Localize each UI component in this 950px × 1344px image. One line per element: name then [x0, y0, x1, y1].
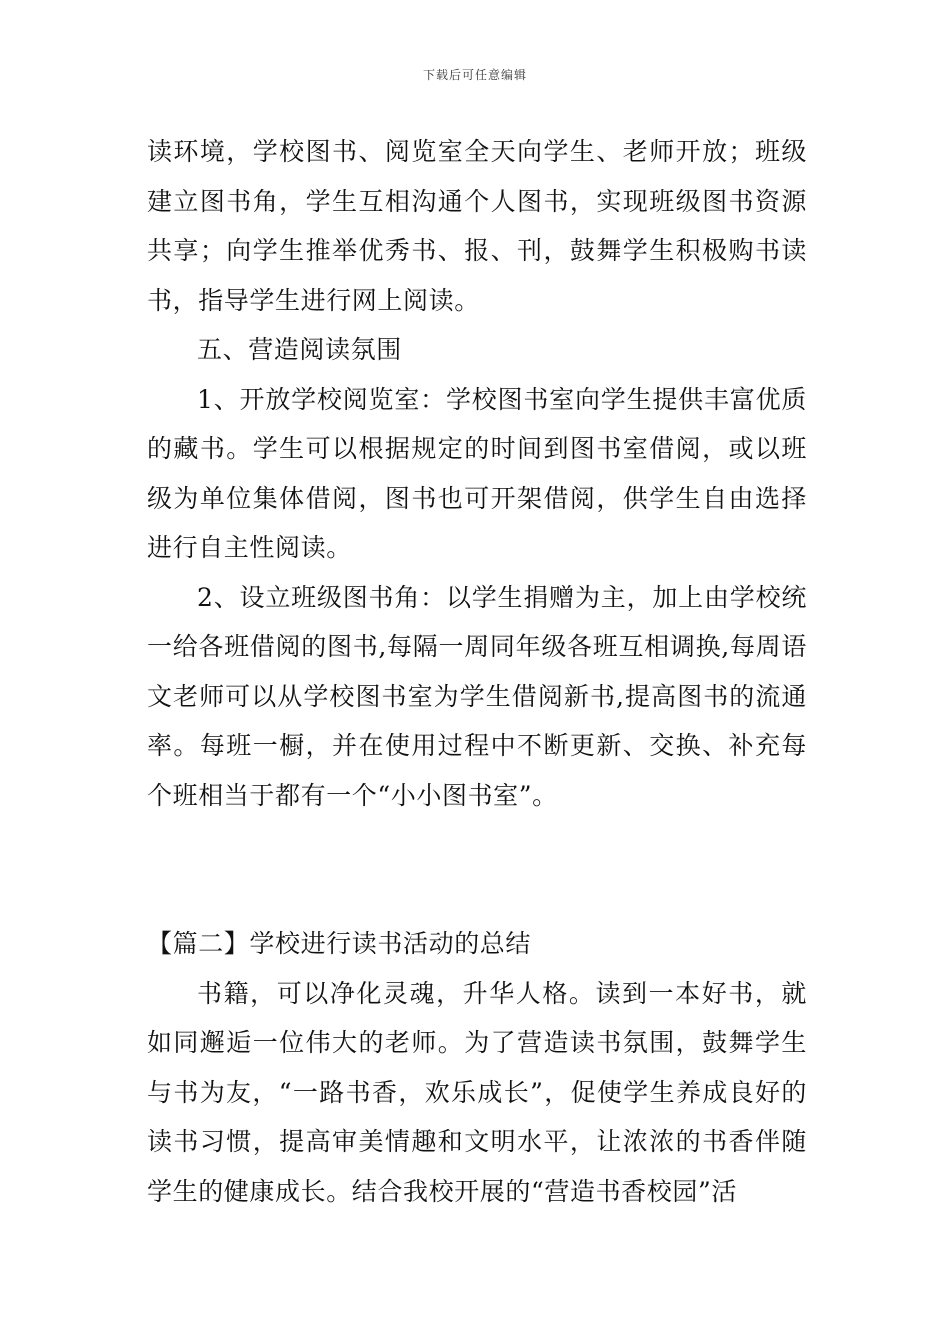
- paragraph-open-reading-room: 1、开放学校阅览室：学校图书室向学生提供丰富优质的藏书。学生可以根据规定的时间到图书室借阅，或以班级为单位集体借阅，图书也可开架借阅，供学生自由选择进行自主性阅读。: [147, 384, 807, 562]
- document-body: [147, 127, 807, 1216]
- paragraph-book-introduction: 书籍，可以净化灵魂，升华人格。读到一本好书，就如同邂逅一位伟大的老师。为了营造读书氛围，鼓舞学生与书为友，“一路书香，欢乐成长”，促使学生养成良好的读书习惯，提高审美情趣和文明水平，让浓浓的书香伴随学生的健康成长。结合我校开展的“营造书香校园”活: [147, 978, 807, 1206]
- section-spacer: [147, 820, 807, 919]
- article-title-part-two: 【篇二】学校进行读书活动的总结: [147, 929, 532, 958]
- section-heading-reading-atmosphere: 五、营造阅读氛围: [197, 335, 402, 364]
- page-header-note: 下载后可任意编辑: [422, 68, 527, 82]
- paragraph-reading-environment: 读环境，学校图书、阅览室全天向学生、老师开放；班级建立图书角，学生互相沟通个人图书，实现班级图书资源共享；向学生推举优秀书、报、刊，鼓舞学生积极购书读书，指导学生进行网上阅读。: [147, 137, 807, 315]
- paragraph-class-book-corner: 2、设立班级图书角：以学生捐赠为主，加上由学校统一给各班借阅的图书,每隔一周同年级各班互相调换,每周语文老师可以从学校图书室为学生借阅新书,提高图书的流通率。每班一橱，并在使用过程中不断更新、交换、补充每个班相当于都有一个“小小图书室”。: [147, 582, 807, 810]
